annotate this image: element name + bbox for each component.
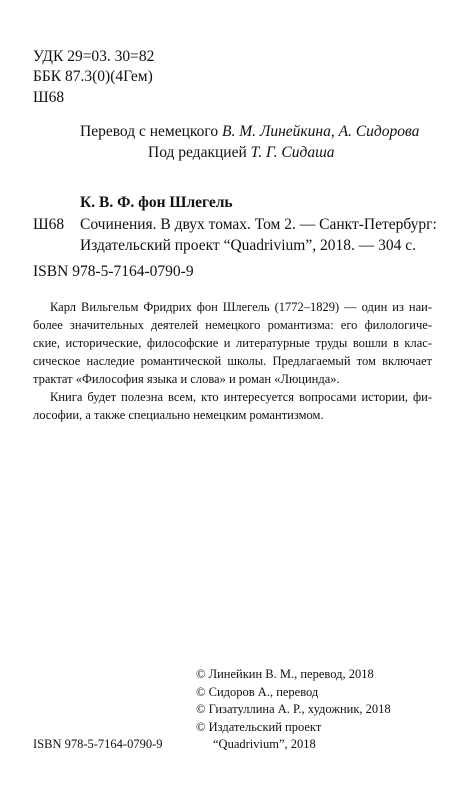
annotation-line: сическое наследие романтической школы. Предлагаемый том включает bbox=[33, 354, 432, 368]
annotation-line: Книга будет полезна всем, кто интересуется вопросами истории, фи- bbox=[50, 390, 432, 404]
annotation-line: лософии, а также специально немецким романтизмом. bbox=[33, 408, 324, 422]
translation-prefix: Перевод с немецкого bbox=[80, 123, 222, 140]
copyright-line: © Сидоров А., перевод bbox=[196, 685, 319, 699]
copyright-line: © Гизатуллина А. Р., художник, 2018 bbox=[196, 702, 391, 716]
translation-credit bbox=[80, 122, 419, 142]
record-publisher-line: Издательский проект “Quadrivium”, 2018. — 304 с. bbox=[80, 237, 416, 254]
record-title-line: Сочинения. В двух томах. Том 2. — Санкт-Петербург: bbox=[80, 216, 437, 233]
bbk-code: ББК 87.3(0)(4Гем) bbox=[33, 68, 153, 85]
annotation-line: более значительных деятелей немецкого романтизма: его филологиче- bbox=[33, 318, 432, 332]
editor-credit bbox=[148, 143, 335, 163]
isbn-bottom: ISBN 978-5-7164-0790-9 bbox=[33, 737, 163, 751]
author-heading: К. В. Ф. фон Шлегель bbox=[80, 194, 233, 211]
udc-code: УДК 29=03. 30=82 bbox=[33, 48, 155, 65]
annotation-line: трактат «Философия языка и слова» и роман «Люцинда». bbox=[33, 372, 340, 386]
translator-names: В. М. Линейкина, А. Сидорова bbox=[221, 123, 420, 140]
copyright-line: © Линейкин В. М., перевод, 2018 bbox=[196, 667, 374, 681]
isbn-top: ISBN 978-5-7164-0790-9 bbox=[33, 263, 194, 280]
record-mark: Ш68 bbox=[33, 216, 65, 233]
editor-prefix: Под редакцией bbox=[148, 144, 251, 161]
author-mark: Ш68 bbox=[33, 89, 65, 106]
editor-name: Т. Г. Сидаша bbox=[250, 144, 335, 161]
annotation-line: Карл Вильгельм Фридрих фон Шлегель (1772–1829) — один из наи- bbox=[50, 300, 432, 314]
annotation-line: ские, исторические, философские и литературные труды вошли в клас- bbox=[33, 336, 432, 350]
annotation bbox=[33, 298, 432, 424]
copyright-line: “Quadrivium”, 2018 bbox=[213, 737, 316, 751]
copyright-line: © Издательский проект bbox=[196, 720, 322, 734]
